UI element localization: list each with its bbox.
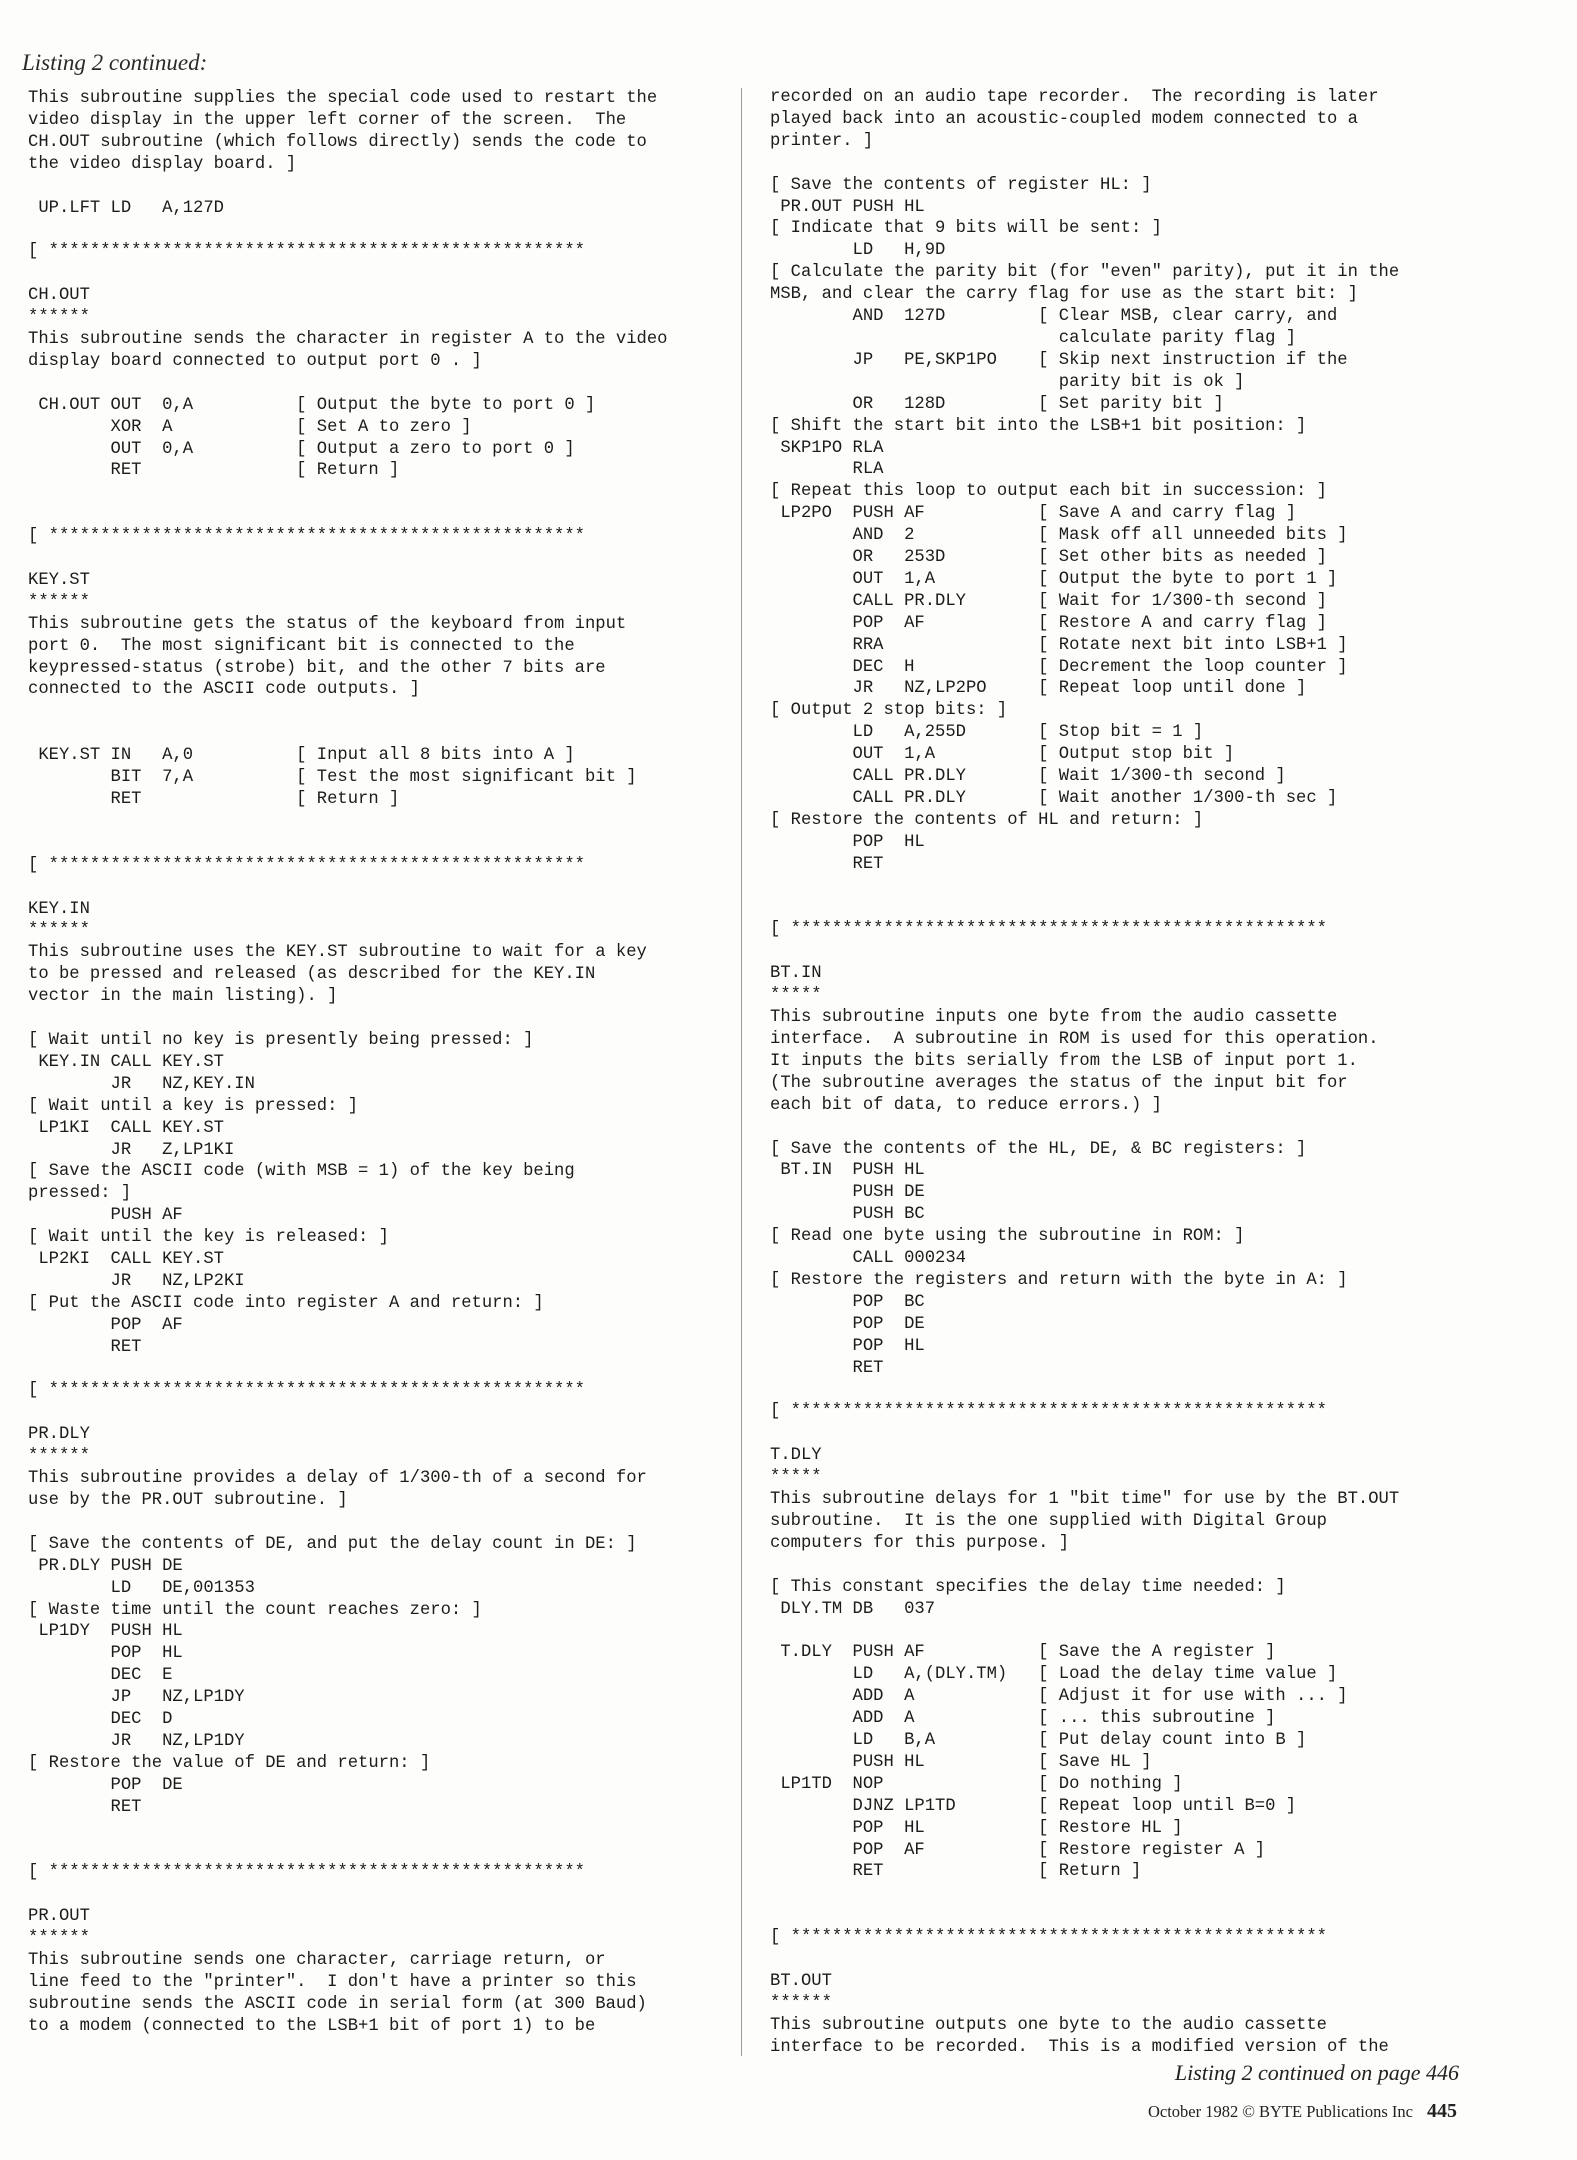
publication-credit: October 1982 © BYTE Publications Inc bbox=[1147, 2102, 1413, 2121]
listing-header: Listing 2 continued: bbox=[22, 50, 208, 75]
page-number: 445 bbox=[1427, 2100, 1457, 2122]
listing-right-column: recorded on an audio tape recorder. The recording is later played back into an acoustic-coupled modem connected to a printer. ] [ Save the contents of register HL: ] PR.OUT PUSH HL [ Indicate that 9 bits will be sent: ] LD H,9D [ Calculate the parity bit (for "even" parity), put it in the MSB, and clear the carry flag for use as the start bit: ] AND 127D [ Clear MSB, clear carry, and calculate parity flag ] JP PE,SKP1PO [ Skip next instruction if the parity bit is ok ] OR 128D [ Set parity bit ] [ Shift the start bit into the LSB+1 bit position: ] SKP1PO RLA RLA [ Repeat this loop to output each bit in succession: ] LP2PO PUSH AF [ Save A and carry flag ] AND 2 [ Mask off all unneeded bits ] OR 253D [ Set other bits as needed ] OUT 1,A [ Output the byte to port 1 ] CALL PR.DLY [ Wait for 1/300-th second ] POP AF [ Restore A and carry flag ] RRA [ Rotate next bit into LSB+1 ] DEC H [ Decrement the loop counter ] JR NZ,LP2PO [ Repeat loop until done ] [ Output 2 stop bits: ] LD A,255D [ Stop bit = 1 ] OUT 1,A [ Output stop bit ] CALL PR.DLY [ Wait 1/300-th second ] CALL PR.DLY [ Wait another 1/300-th sec ] [ Restore the contents of HL and return: ] POP HL RET [ **************************************************** BT.IN ***** This subroutine inputs one byte from the audio cassette interface. A subroutine in ROM is used for this operation. It inputs the bits serially from the LSB of input port 1. (The subroutine averages the status of the input bit for each bit of data, to reduce errors.) ] [ Save the contents of the HL, DE, & BC registers: ] BT.IN PUSH HL PUSH DE PUSH BC [ Read one byte using the subroutine in ROM: ] CALL 000234 [ Restore the registers and return with the byte in A: ] POP BC POP DE POP HL RET [ **************************************************** T.DLY ***** This subroutine delays for 1 "bit time" for use by the BT.OUT subroutine. It is the one supplied with Digital Group computers for this purpose. ] [ This constant specifies the delay time needed: ] DLY.TM DB 037 T.DLY PUSH AF [ Save the A register ] LD A,(DLY.TM) [ Load the delay time value ] ADD A [ Adjust it for use with ... ] ADD A [ ... this subroutine ] LD B,A [ Put delay count into B ] PUSH HL [ Save HL ] LP1TD NOP [ Do nothing ] DJNZ LP1TD [ Repeat loop until B=0 ] POP HL [ Restore HL ] POP AF [ Restore register A ] RET [ Return ] [ **************************************************** BT.OUT ****** This subroutine outputs one byte to the audio cassette interface to be recorded. This is a modified version of the bbox=[770, 88, 1400, 2057]
continued-note: Listing 2 continued on page 446 bbox=[1174, 2060, 1459, 2085]
column-divider bbox=[741, 88, 742, 2056]
page-footer bbox=[1148, 2100, 1457, 2123]
listing-left-column: This subroutine supplies the special code used to restart the video display in the upper left corner of the screen. The CH.OUT subroutine (which follows directly) sends the code to the video display board. ] UP.LFT LD A,127D [ **************************************************** CH.OUT ****** This subroutine sends the character in register A to the video display board connected to output port 0 . ] CH.OUT OUT 0,A [ Output the byte to port 0 ] XOR A [ Set A to zero ] OUT 0,A [ Output a zero to port 0 ] RET [ Return ] [ **************************************************** KEY.ST ****** This subroutine gets the status of the keyboard from input port 0. The most significant bit is connected to the keypressed-status (strobe) bit, and the other 7 bits are connected to the ASCII code outputs. ] KEY.ST IN A,0 [ Input all 8 bits into A ] BIT 7,A [ Test the most significant bit ] RET [ Return ] [ **************************************************** KEY.IN ****** This subroutine uses the KEY.ST subroutine to wait for a key to be pressed and released (as described for the KEY.IN vector in the main listing). ] [ Wait until no key is presently being pressed: ] KEY.IN CALL KEY.ST JR NZ,KEY.IN [ Wait until a key is pressed: ] LP1KI CALL KEY.ST JR Z,LP1KI [ Save the ASCII code (with MSB = 1) of the key being pressed: ] PUSH AF [ Wait until the key is released: ] LP2KI CALL KEY.ST JR NZ,LP2KI [ Put the ASCII code into register A and return: ] POP AF RET [ **************************************************** PR.DLY ****** This subroutine provides a delay of 1/300-th of a second for use by the PR.OUT subroutine. ] [ Save the contents of DE, and put the delay count in DE: ] PR.DLY PUSH DE LD DE,001353 [ Waste time until the count reaches zero: ] LP1DY PUSH HL POP HL DEC E JP NZ,LP1DY DEC D JR NZ,LP1DY [ Restore the value of DE and return: ] POP DE RET [ **************************************************** PR.OUT ****** This subroutine sends one character, carriage return, or line feed to the "printer". I don't have a printer so this subroutine sends the ASCII code in serial form (at 300 Baud) to a modem (connected to the LSB+1 bit of port 1) to be bbox=[28, 89, 668, 2036]
